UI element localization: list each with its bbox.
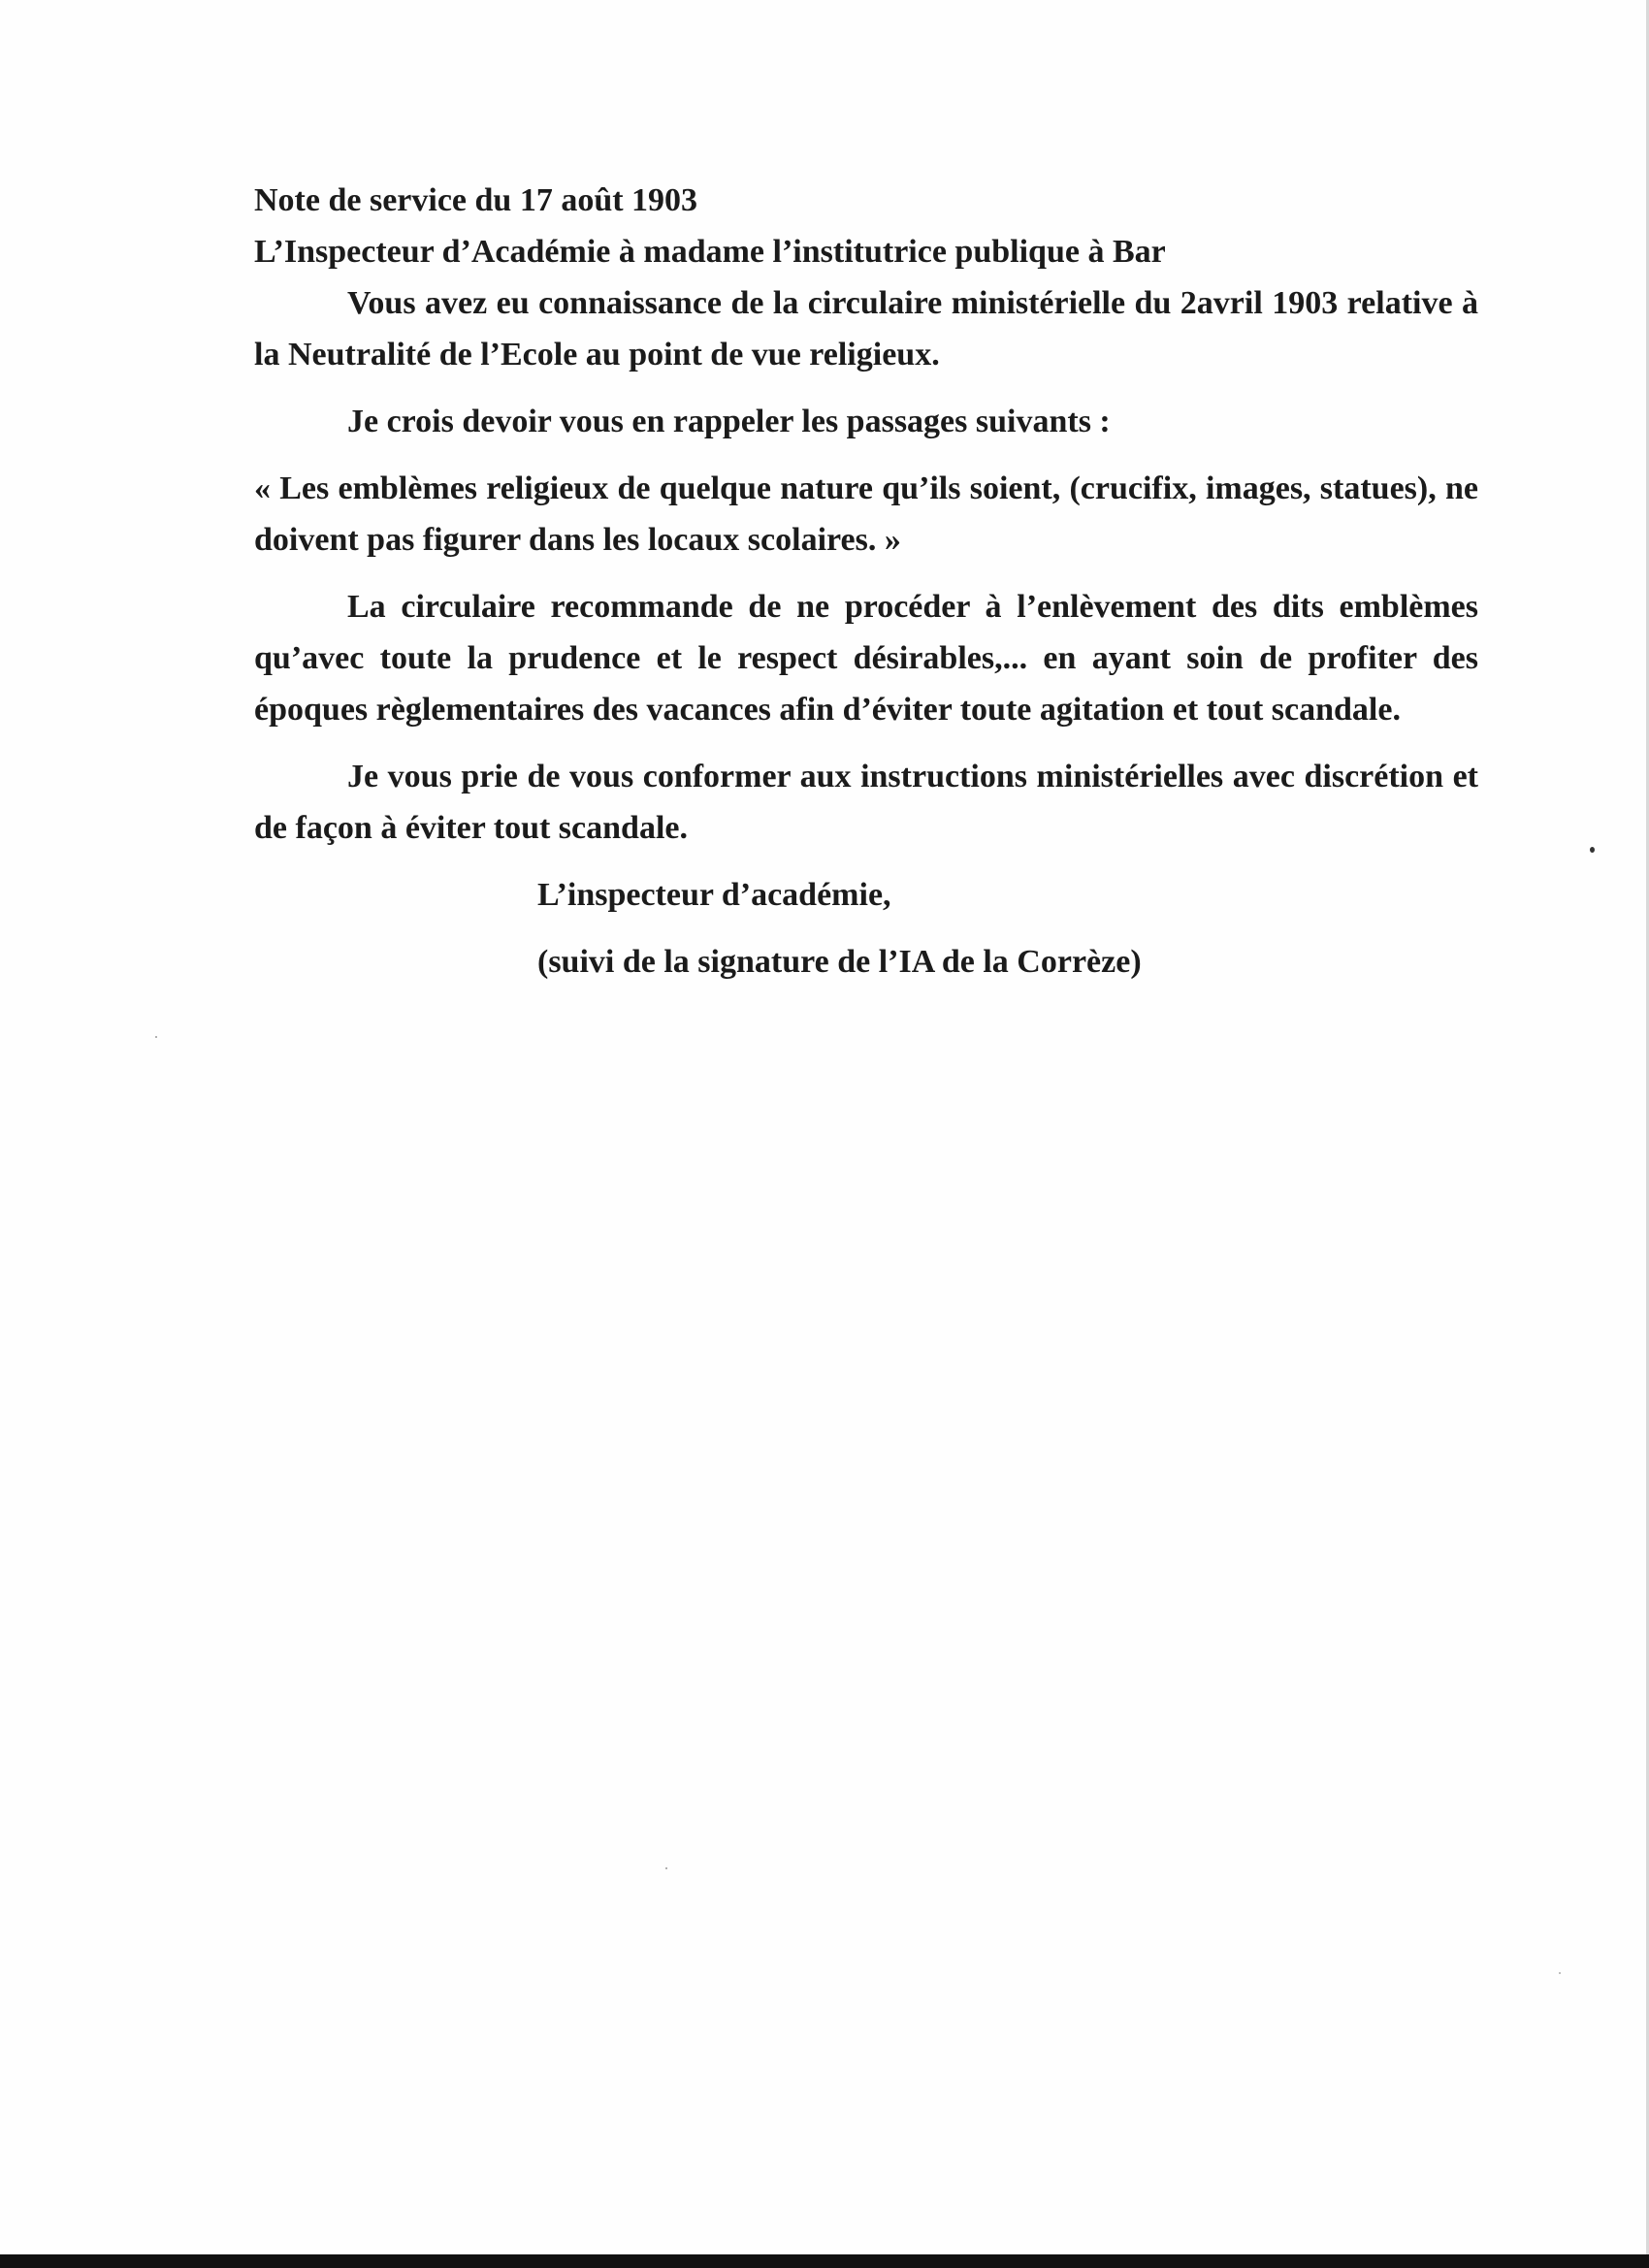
letter-address-line: L’Inspecteur d’Académie à madame l’institutrice publique à Bar bbox=[254, 234, 1166, 270]
signature-title: L’inspecteur d’académie, bbox=[537, 877, 891, 913]
quoted-passage: « Les emblèmes religieux de quelque nature qu’ils soient, (crucifix, images, statues), ne doivent pas figurer dans les locaux scolaires. » bbox=[254, 470, 1478, 558]
paragraph-recommandation: La circulaire recommande de ne procéder à l’enlèvement des dits emblèmes qu’avec toute la prudence et le respect désirables,... en ayant soin de profiter des époques règlementaires des vacances afin d’éviter toute agitation et tout scandale. bbox=[254, 589, 1478, 728]
scan-speck bbox=[1559, 1972, 1561, 1974]
paragraph-circulaire: Vous avez eu connaissance de la circulaire ministérielle du 2avril 1903 relative à la Neutralité de l’Ecole au point de vue religieux. bbox=[254, 285, 1478, 373]
letter-date-line: Note de service du 17 août 1903 bbox=[254, 182, 698, 218]
scan-edge-bottom bbox=[0, 2254, 1649, 2268]
paragraph-rappel: Je crois devoir vous en rappeler les passages suivants : bbox=[347, 404, 1111, 439]
scan-speck bbox=[665, 1867, 667, 1869]
signature-note: (suivi de la signature de l’IA de la Corrèze) bbox=[537, 944, 1142, 980]
letter-body bbox=[254, 175, 1478, 1003]
scan-speck bbox=[155, 1036, 157, 1038]
paragraph-instructions: Je vous prie de vous conformer aux instructions ministérielles avec discrétion et de façon à éviter tout scandale. bbox=[254, 759, 1478, 846]
scan-speck bbox=[1590, 847, 1595, 853]
